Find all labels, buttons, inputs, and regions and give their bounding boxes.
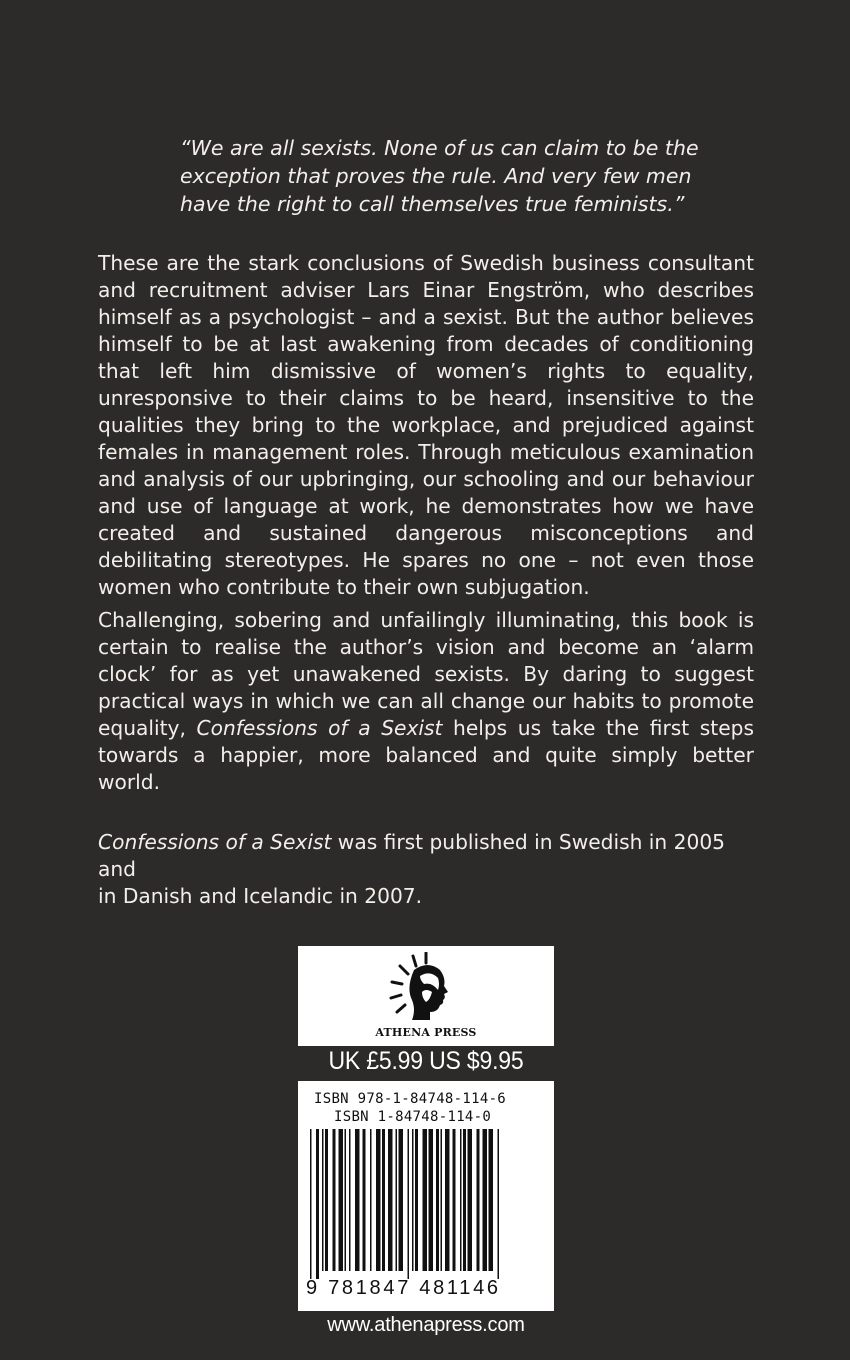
- barcode-bar: [483, 1129, 488, 1271]
- publication-note-line-1: was first published in Swedish in 2005 and: [98, 830, 726, 881]
- barcode-bar: [322, 1129, 324, 1271]
- barcode-bar: [339, 1129, 344, 1271]
- barcode-bar: [477, 1129, 480, 1271]
- barcode-bar: [429, 1129, 434, 1271]
- barcode-bar: [460, 1129, 462, 1271]
- athena-head-logo-icon: [386, 952, 466, 1024]
- barcode-bar: [408, 1129, 410, 1279]
- barcode-bar: [412, 1129, 414, 1271]
- publisher-website: www.athenapress.com: [327, 1314, 525, 1336]
- paragraph-2-outro: helps us take the first steps towards a happier, more balanced and quite simply better world.: [98, 716, 754, 794]
- barcode-bar: [355, 1129, 360, 1271]
- barcode-bar: [316, 1129, 319, 1279]
- barcode-bar: [453, 1129, 456, 1271]
- barcode-bar: [489, 1129, 494, 1271]
- barcode-bar: [498, 1129, 500, 1279]
- isbn-10: ISBN 1-84748-114-0: [334, 1109, 492, 1125]
- barcode-bar: [310, 1129, 312, 1279]
- book-title-italic: Confessions of a Sexist: [98, 830, 332, 854]
- description-paragraph-1: These are the stark conclusions of Swedish business consultant and recruitment adviser Lars Einar Engström, who describes himself as a psychologist – and a sexist. But the author believes himself to be at last awakening from decades of conditioning that left him dismissive of women’s rights to equality, unresponsive to their claims to be heard, insensitive to the qualities they bring to the workplace, and prejudiced against females in management roles. Through meticulous examination and analysis of our upbringing, our schooling and our behaviour and use of language at work, he demonstrates how we have created and sustained dangerous misconceptions and debilitating stereotypes. He spares no one – not even those women who contribute to their own subjugation.: [98, 251, 754, 599]
- barcode-bar: [399, 1129, 404, 1271]
- barcode-bar: [436, 1129, 439, 1271]
- barcode-bar: [370, 1129, 372, 1271]
- cover-quote: “We are all sexists. None of us can claim to be the exception that proves the rule. And very few men have the right to call themselves true feminists.”: [180, 136, 699, 216]
- paragraph-2-intro: Challenging, sobering and unfailingly illuminating, this book is certain to realise the author’s vision and become an ‘alarm clock’ for as yet unawakened sexists. By daring to suggest practical ways in which we can all change our habits to promote equality,: [98, 608, 754, 740]
- publication-note: [98, 829, 754, 910]
- publisher-logo-box: [298, 946, 554, 1046]
- publication-note-line-2: in Danish and Icelandic in 2007.: [98, 884, 423, 908]
- isbn-barcode-box: [298, 1081, 554, 1311]
- barcode-bar: [382, 1129, 385, 1271]
- barcode-bar: [345, 1129, 347, 1271]
- barcode-bar: [388, 1129, 393, 1271]
- barcode-bar: [396, 1129, 398, 1271]
- barcode-bar: [468, 1129, 473, 1271]
- barcode-icon: [306, 1129, 546, 1279]
- barcode-bar: [349, 1129, 351, 1271]
- barcode-bar: [325, 1129, 328, 1271]
- barcode-digits: 9 781847 481146: [306, 1277, 501, 1299]
- barcode-bar: [376, 1129, 381, 1271]
- barcode-bar: [445, 1129, 450, 1271]
- barcode-bar: [415, 1129, 418, 1271]
- isbn-13: ISBN 978-1-84748-114-6: [314, 1091, 507, 1107]
- publisher-name: ATHENA PRESS: [375, 1026, 477, 1039]
- book-title-italic: Confessions of a Sexist: [196, 716, 443, 740]
- description-paragraph-2: [98, 607, 754, 796]
- barcode-bar: [441, 1129, 443, 1271]
- barcode-bar: [363, 1129, 366, 1271]
- price-label: UK £5.99 US $9.95: [328, 1047, 524, 1075]
- barcode-bar: [333, 1129, 336, 1271]
- barcode-bar: [463, 1129, 466, 1271]
- barcode-bar: [423, 1129, 428, 1271]
